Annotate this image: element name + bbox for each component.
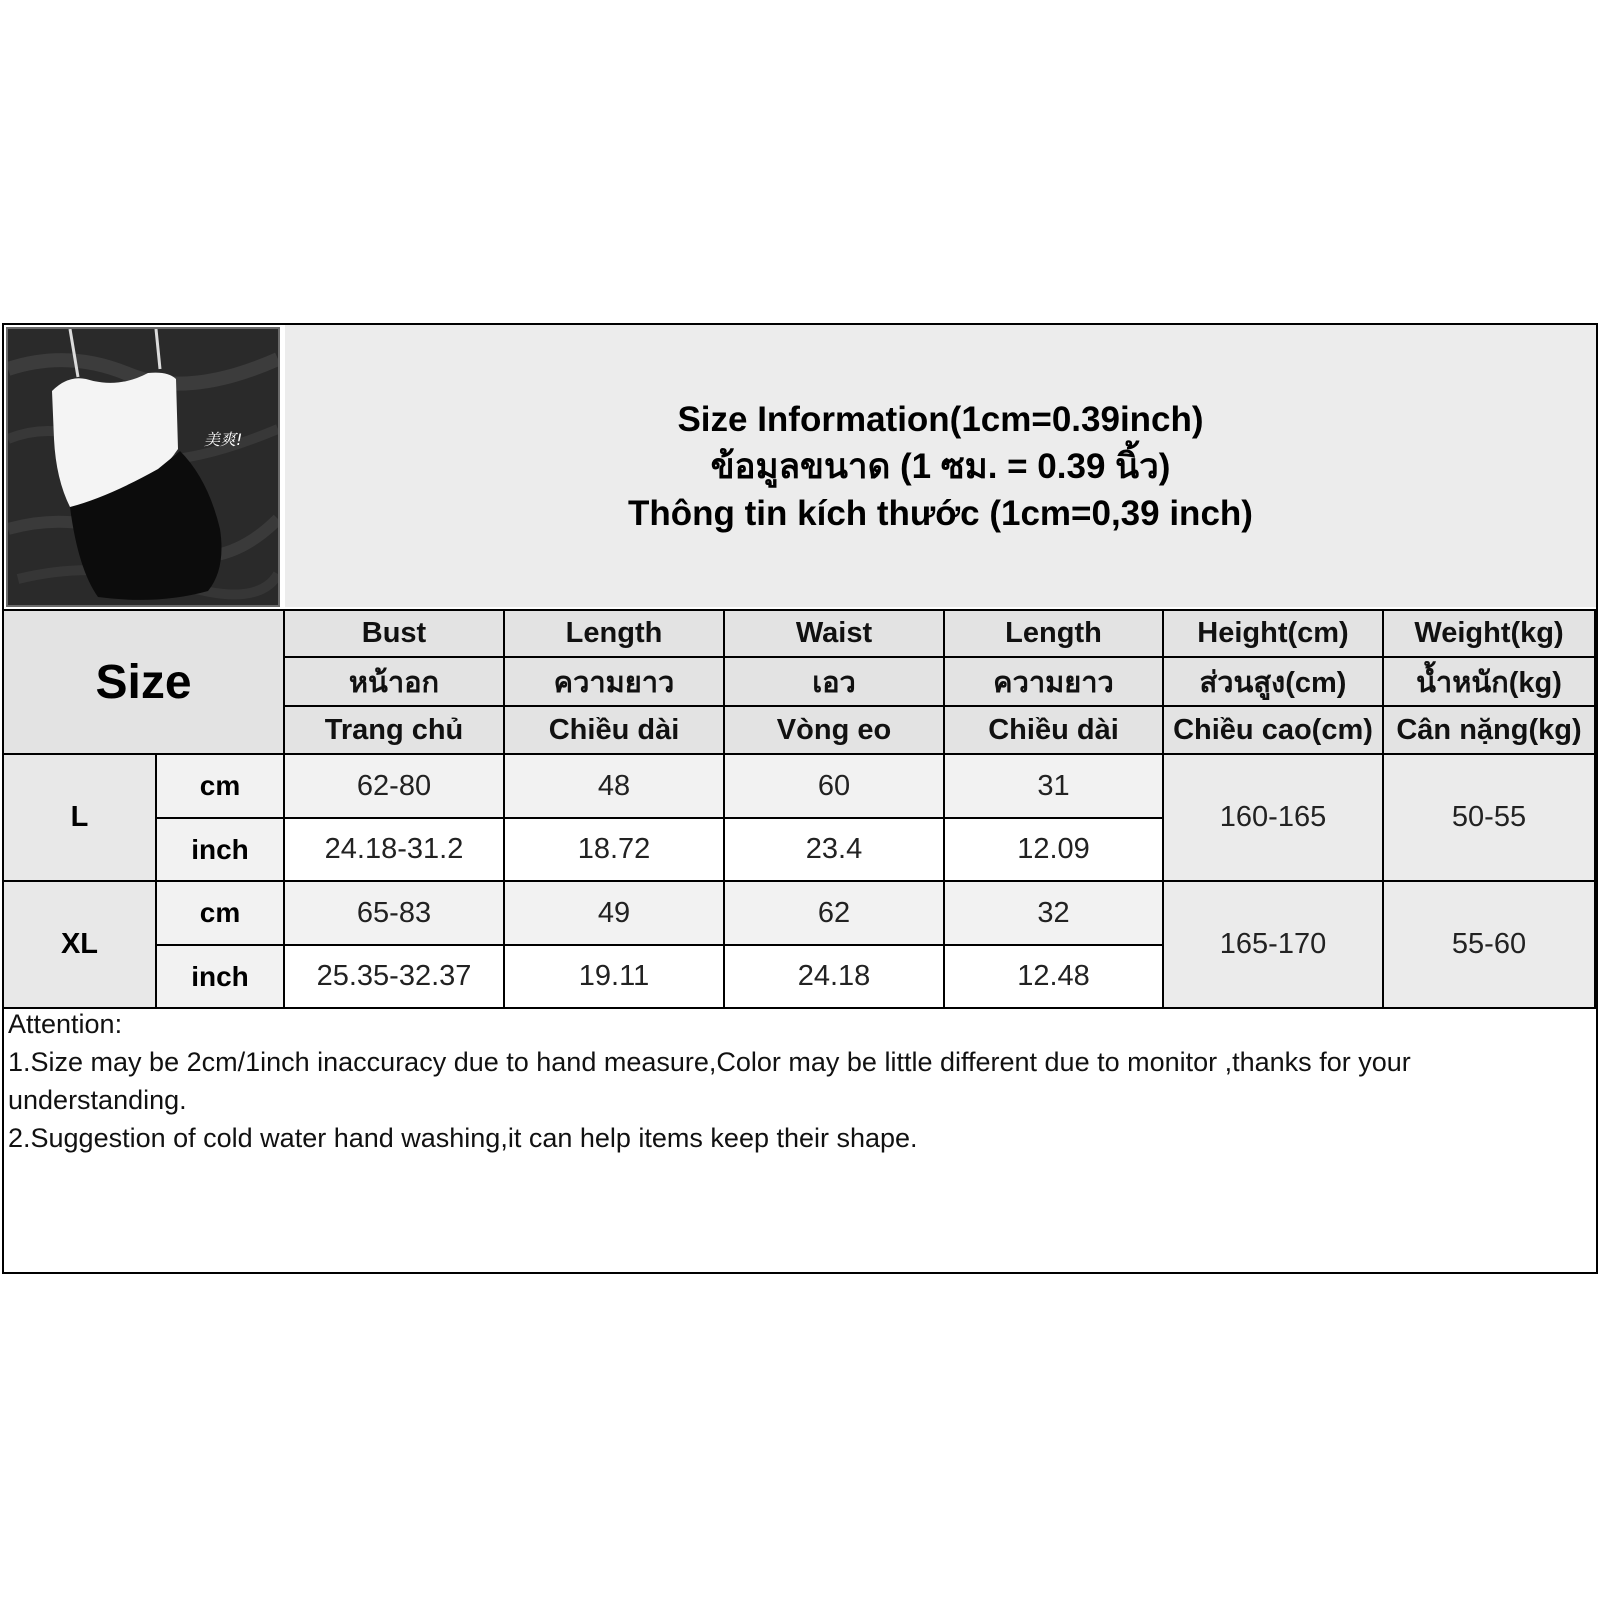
column-header-en: Length [945,609,1164,658]
column-header-th: ความยาว [945,658,1164,707]
attention-note-1: 1.Size may be 2cm/1inch inaccuracy due to hand measure,Color may be little different due to monitor ,thanks for your understanding. [8,1047,1411,1115]
column-header-en: Waist [725,609,945,658]
column-header-th: เอว [725,658,945,707]
measurement-inch: 25.35-32.37 [285,946,505,1009]
column-header-th: หน้าอก [285,658,505,707]
measurement-inch: 24.18-31.2 [285,819,505,882]
title-line-thai: ข้อมูลขนาด (1 ซม. = 0.39 นิ้ว) [710,446,1171,486]
column-header-vi: Chiều dài [945,707,1164,755]
unit-label-inch: inch [157,946,285,1009]
measurement-inch: 12.09 [945,819,1164,882]
weight-range: 55-60 [1384,882,1596,1009]
measurement-cm: 48 [505,755,725,819]
weight-range: 50-55 [1384,755,1596,882]
measurement-cm: 62 [725,882,945,946]
column-header-th: ความยาว [505,658,725,707]
measurement-cm: 31 [945,755,1164,819]
column-header-en: Height(cm) [1164,609,1384,658]
size-column-label: Size [4,609,285,755]
column-header-vi: Chiều dài [505,707,725,755]
column-header-vi: Trang chủ [285,707,505,755]
size-name: L [4,755,157,882]
unit-label-cm: cm [157,755,285,819]
column-header-vi: Vòng eo [725,707,945,755]
title-line-english: Size Information(1cm=0.39inch) [677,399,1204,439]
measurement-inch: 18.72 [505,819,725,882]
column-header-en: Length [505,609,725,658]
measurement-inch: 19.11 [505,946,725,1009]
column-header-th: น้ำหนัก(kg) [1384,658,1596,707]
size-information-title [285,325,1596,607]
unit-label-cm: cm [157,882,285,946]
height-range: 160-165 [1164,755,1384,882]
measurement-cm: 65-83 [285,882,505,946]
attention-note-2: 2.Suggestion of cold water hand washing,it can help items keep their shape. [8,1123,918,1153]
measurement-inch: 24.18 [725,946,945,1009]
column-header-en: Bust [285,609,505,658]
product-photo [6,327,280,607]
height-range: 165-170 [1164,882,1384,1009]
title-line-vietnamese: Thông tin kích thước (1cm=0,39 inch) [628,493,1253,533]
size-chart [2,323,1598,1274]
measurement-cm: 49 [505,882,725,946]
column-header-en: Weight(kg) [1384,609,1596,658]
photo-caption: 美爽! [204,430,243,449]
measurement-cm: 62-80 [285,755,505,819]
attention-heading: Attention: [8,1009,123,1039]
column-header-th: ส่วนสูง(cm) [1164,658,1384,707]
product-photo-image [8,329,278,605]
attention-notes [8,1005,1588,1157]
column-header-vi: Chiều cao(cm) [1164,707,1384,755]
column-header-vi: Cân nặng(kg) [1384,707,1596,755]
measurement-cm: 32 [945,882,1164,946]
measurement-inch: 23.4 [725,819,945,882]
unit-label-inch: inch [157,819,285,882]
measurement-inch: 12.48 [945,946,1164,1009]
measurement-cm: 60 [725,755,945,819]
size-name: XL [4,882,157,1009]
